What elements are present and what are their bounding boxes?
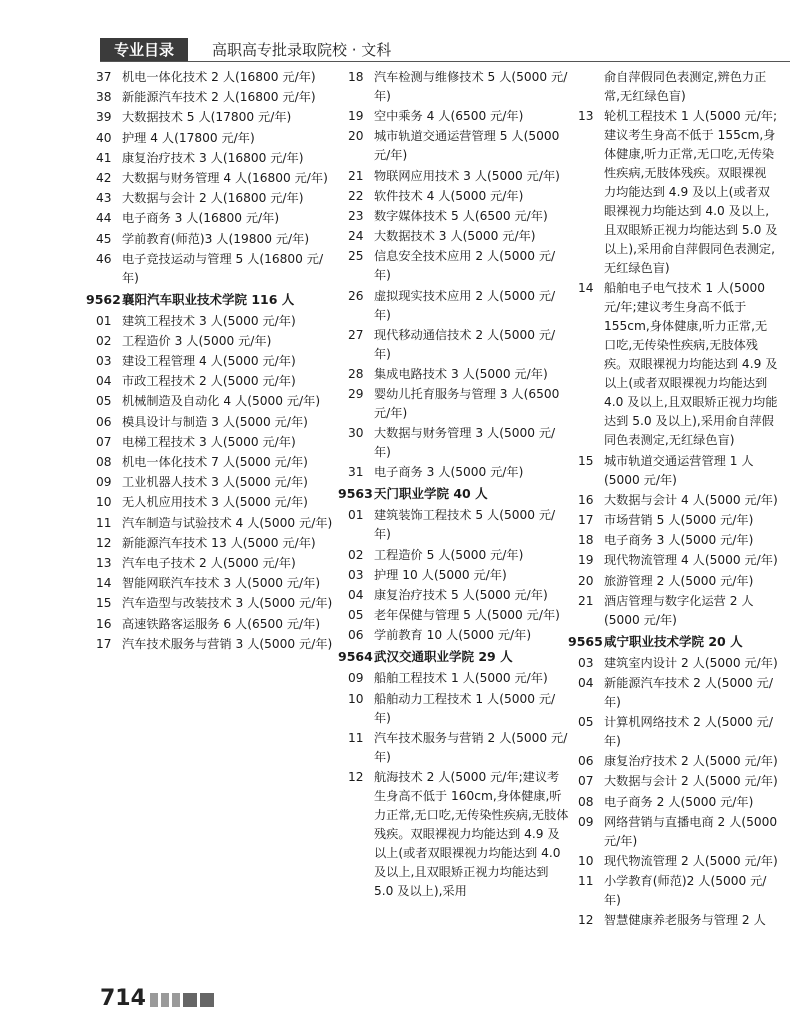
item-text: 建筑工程技术 3 人(5000 元/年) [122, 313, 296, 328]
list-item [568, 572, 778, 591]
item-number: 01 [348, 508, 364, 523]
list-item [568, 531, 778, 550]
item-number: 02 [96, 333, 112, 348]
list-item [568, 911, 778, 930]
school-code: 9564 [338, 649, 373, 665]
list-item [338, 506, 570, 544]
item-text: 电子竞技运动与管理 5 人(16800 元/年) [122, 251, 324, 285]
item-text: 学前教育 10 人(5000 元/年) [374, 628, 532, 643]
item-text: 酒店管理与数字化运营 2 人(5000 元/年) [604, 593, 754, 627]
list-item [568, 452, 778, 490]
list-item [338, 287, 570, 325]
item-number: 23 [348, 208, 364, 223]
item-number: 12 [96, 535, 112, 550]
list-item [338, 424, 570, 462]
item-number: 41 [96, 150, 112, 165]
item-number: 11 [96, 515, 112, 530]
item-number: 04 [348, 588, 364, 602]
item-number: 19 [348, 109, 364, 124]
list-item [338, 463, 570, 482]
item-number: 05 [578, 715, 594, 730]
item-text: 智能网联汽车技术 3 人(5000 元/年) [122, 576, 321, 591]
item-text: 智慧健康养老服务与管理 2 人 [604, 913, 766, 928]
list-item [86, 554, 336, 573]
item-text: 船舶工程技术 1 人(5000 元/年) [374, 671, 548, 686]
item-text: 工业机器人技术 3 人(5000 元/年) [122, 475, 308, 490]
item-text: 汽车电子技术 2 人(5000 元/年) [122, 555, 296, 570]
item-text: 电子商务 3 人(5000 元/年) [604, 533, 754, 548]
item-number: 24 [348, 229, 364, 244]
list-item [86, 473, 336, 492]
item-text: 市场营销 5 人(5000 元/年) [604, 512, 754, 527]
list-item [86, 635, 336, 654]
list-item [568, 813, 778, 851]
list-item [568, 511, 778, 530]
list-item [338, 207, 570, 226]
item-text: 航海技术 2 人(5000 元/年;建议考生身高不低于 160cm,身体健康,听力正常,无口吃,无传染性疾病,无肢体残疾。双眼裸视力均能达到 4.9 及以上(或者双眼裸视力均能达到 4.0 及以上,且双眼矫正视力均能达到 5.0 及以上),采用 [374, 769, 569, 898]
list-item [338, 566, 570, 585]
item-text: 电子商务 2 人(5000 元/年) [604, 794, 754, 809]
list-item [86, 209, 336, 228]
list-item [568, 592, 778, 630]
item-text: 现代移动通信技术 2 人(5000 元/年) [374, 327, 556, 361]
item-text: 康复治疗技术 3 人(16800 元/年) [122, 150, 304, 165]
list-item [86, 189, 336, 208]
item-text: 电子商务 3 人(5000 元/年) [374, 465, 524, 480]
item-text: 新能源汽车技术 2 人(5000 元/年) [604, 675, 773, 709]
item-number: 09 [96, 475, 112, 490]
item-text: 集成电路技术 3 人(5000 元/年) [374, 366, 548, 381]
item-number: 10 [348, 691, 364, 706]
school-code: 9562 [86, 291, 121, 307]
school-heading [86, 290, 336, 310]
list-item [338, 68, 570, 106]
item-text: 汽车检测与维修技术 5 人(5000 元/年) [374, 70, 568, 103]
list-item [86, 129, 336, 148]
list-item [86, 514, 336, 533]
item-text: 建筑装饰工程技术 5 人(5000 元/年) [374, 508, 556, 542]
list-item [86, 332, 336, 351]
item-text: 婴幼儿托育服务与管理 3 人(6500 元/年) [374, 387, 560, 421]
item-number: 20 [348, 129, 364, 144]
item-text: 电子商务 3 人(16800 元/年) [122, 211, 280, 226]
list-item [568, 713, 778, 751]
list-item [338, 107, 570, 126]
item-number: 11 [578, 874, 594, 889]
item-number: 19 [578, 553, 594, 568]
item-number: 44 [96, 211, 112, 226]
item-number: 40 [96, 130, 112, 145]
list-item [86, 413, 336, 432]
list-item [338, 729, 570, 767]
item-number: 04 [96, 374, 112, 389]
list-item [86, 433, 336, 452]
item-text: 空中乘务 4 人(6500 元/年) [374, 109, 524, 124]
school-name: 天门职业学院 40 人 [374, 486, 488, 502]
list-item [86, 352, 336, 371]
item-text: 汽车技术服务与营销 3 人(5000 元/年) [122, 636, 333, 651]
item-number: 10 [96, 495, 112, 510]
item-text: 机电一体化技术 2 人(16800 元/年) [122, 70, 316, 84]
item-number: 15 [578, 453, 594, 468]
item-number: 05 [96, 394, 112, 409]
item-number: 21 [578, 593, 594, 608]
list-item [86, 230, 336, 249]
list-item [338, 626, 570, 645]
item-number: 30 [348, 426, 364, 441]
item-text: 大数据技术 5 人(17800 元/年) [122, 110, 292, 125]
item-number: 05 [348, 608, 364, 623]
item-text: 物联网应用技术 3 人(5000 元/年) [374, 168, 560, 183]
item-text: 汽车造型与改装技术 3 人(5000 元/年) [122, 596, 333, 611]
item-text: 护理 4 人(17800 元/年) [122, 130, 255, 145]
school-heading [338, 647, 570, 667]
list-item [86, 534, 336, 553]
item-number: 43 [96, 191, 112, 206]
item-number: 31 [348, 465, 364, 480]
item-number: 38 [96, 90, 112, 105]
item-text: 建设工程管理 4 人(5000 元/年) [122, 354, 296, 369]
list-item [338, 365, 570, 384]
item-text: 大数据与财务管理 4 人(16800 元/年) [122, 170, 328, 185]
item-number: 20 [578, 573, 594, 588]
item-number: 06 [348, 628, 364, 643]
item-number: 17 [578, 512, 594, 527]
item-text: 大数据与会计 4 人(5000 元/年) [604, 492, 778, 507]
item-text: 电梯工程技术 3 人(5000 元/年) [122, 434, 296, 449]
item-number: 45 [96, 231, 112, 246]
item-number: 18 [578, 533, 594, 548]
item-text: 工程造价 5 人(5000 元/年) [374, 547, 524, 562]
item-number: 14 [96, 576, 112, 591]
school-code: 9563 [338, 486, 373, 502]
list-item [86, 594, 336, 613]
list-item [86, 493, 336, 512]
item-text: 网络营销与直播电商 2 人(5000 元/年) [604, 814, 778, 848]
item-number: 39 [96, 110, 112, 125]
list-item [568, 752, 778, 771]
item-text: 大数据与会计 2 人(16800 元/年) [122, 191, 304, 206]
item-number: 10 [578, 854, 594, 868]
list-item [86, 250, 336, 288]
item-number: 09 [348, 671, 364, 686]
item-text: 软件技术 4 人(5000 元/年) [374, 188, 524, 203]
list-item [338, 586, 570, 605]
item-number: 09 [578, 814, 594, 829]
list-item [568, 654, 778, 673]
item-number: 16 [96, 616, 112, 631]
item-text: 高速铁路客运服务 6 人(6500 元/年) [122, 616, 321, 631]
item-number: 25 [348, 249, 364, 264]
item-text: 老年保健与管理 5 人(5000 元/年) [374, 608, 560, 623]
column-2 [338, 68, 570, 902]
list-item [86, 149, 336, 168]
list-item [86, 68, 336, 87]
item-text: 康复治疗技术 2 人(5000 元/年) [604, 754, 778, 769]
item-text: 建筑室内设计 2 人(5000 元/年) [604, 655, 778, 670]
list-item [568, 279, 778, 450]
list-item [86, 453, 336, 472]
list-item [568, 872, 778, 910]
item-text: 城市轨道交通运营管理 5 人(5000 元/年) [374, 129, 560, 163]
item-number: 13 [96, 555, 112, 570]
item-number: 02 [348, 547, 364, 562]
item-number: 04 [578, 675, 594, 690]
item-text: 大数据与财务管理 3 人(5000 元/年) [374, 426, 556, 460]
item-number: 12 [578, 913, 594, 928]
item-number: 29 [348, 387, 364, 402]
school-name: 武汉交通职业学院 29 人 [374, 649, 513, 665]
item-text: 机械制造及自动化 4 人(5000 元/年) [122, 394, 321, 409]
school-code: 9565 [568, 633, 603, 649]
list-item [86, 615, 336, 634]
list-item [338, 227, 570, 246]
list-item [568, 491, 778, 510]
item-text: 船舶动力工程技术 1 人(5000 元/年) [374, 691, 556, 725]
item-number: 18 [348, 70, 364, 84]
item-text: 市政工程技术 2 人(5000 元/年) [122, 374, 296, 389]
list-item [86, 312, 336, 331]
item-number: 22 [348, 188, 364, 203]
item-text: 工程造价 3 人(5000 元/年) [122, 333, 272, 348]
list-item [568, 674, 778, 712]
school-name: 咸宁职业技术学院 20 人 [604, 633, 743, 649]
item-text: 汽车技术服务与营销 2 人(5000 元/年) [374, 730, 568, 764]
item-text: 新能源汽车技术 2 人(16800 元/年) [122, 90, 316, 105]
item-number: 15 [96, 596, 112, 611]
list-item [568, 772, 778, 791]
footer-decoration [150, 992, 217, 1006]
item-text: 护理 10 人(5000 元/年) [374, 567, 507, 582]
item-text: 现代物流管理 2 人(5000 元/年) [604, 854, 778, 868]
list-item [568, 551, 778, 570]
item-number: 28 [348, 366, 364, 381]
list-item [338, 690, 570, 728]
school-heading [338, 484, 570, 504]
item-text: 学前教育(师范)3 人(19800 元/年) [122, 231, 310, 246]
header-rule [100, 61, 790, 62]
list-item [338, 187, 570, 206]
item-text: 现代物流管理 4 人(5000 元/年) [604, 553, 778, 568]
item-number: 42 [96, 170, 112, 185]
item-text: 旅游管理 2 人(5000 元/年) [604, 573, 754, 588]
item-number: 37 [96, 70, 112, 84]
item-number: 27 [348, 327, 364, 342]
list-item [338, 167, 570, 186]
item-text: 汽车制造与试验技术 4 人(5000 元/年) [122, 515, 333, 530]
list-item [86, 88, 336, 107]
list-item [568, 852, 778, 871]
item-number: 03 [578, 655, 594, 670]
list-item [338, 606, 570, 625]
item-number: 06 [578, 754, 594, 769]
item-text: 数字媒体技术 5 人(6500 元/年) [374, 208, 548, 223]
list-item [86, 392, 336, 411]
list-item [568, 107, 778, 278]
item-number: 07 [96, 434, 112, 449]
list-item [86, 574, 336, 593]
item-number: 16 [578, 492, 594, 507]
list-item [568, 793, 778, 812]
item-number: 08 [96, 455, 112, 469]
list-item [338, 546, 570, 565]
page-header [100, 38, 790, 62]
list-item [338, 768, 570, 901]
school-name: 襄阳汽车职业技术学院 116 人 [122, 291, 295, 307]
list-item [338, 127, 570, 165]
item-number: 06 [96, 414, 112, 429]
item-text: 大数据与会计 2 人(5000 元/年) [604, 774, 778, 789]
item-text: 计算机网络技术 2 人(5000 元/年) [604, 715, 773, 749]
item-text: 小学教育(师范)2 人(5000 元/年) [604, 874, 767, 908]
item-number: 46 [96, 251, 112, 266]
item-text: 模具设计与制造 3 人(5000 元/年) [122, 414, 308, 429]
item-number: 17 [96, 636, 112, 651]
item-number: 21 [348, 168, 364, 183]
item-number: 14 [578, 281, 594, 296]
list-item [86, 372, 336, 391]
item-text: 机电一体化技术 7 人(5000 元/年) [122, 455, 308, 469]
item-text: 大数据技术 3 人(5000 元/年) [374, 229, 536, 244]
item-number: 03 [96, 354, 112, 369]
item-text: 信息安全技术应用 2 人(5000 元/年) [374, 249, 556, 283]
list-item [338, 326, 570, 364]
item-text: 无人机应用技术 3 人(5000 元/年) [122, 495, 308, 510]
item-number: 03 [348, 567, 364, 582]
list-item [338, 669, 570, 688]
column-1 [86, 68, 336, 655]
page-number: 714 [100, 986, 146, 1011]
item-text: 城市轨道交通运营管理 1 人(5000 元/年) [604, 453, 754, 487]
list-item [338, 385, 570, 423]
item-text: 康复治疗技术 5 人(5000 元/年) [374, 588, 548, 602]
item-number: 07 [578, 774, 594, 789]
column-3 [568, 68, 778, 932]
section-tag: 专业目录 [100, 38, 188, 62]
item-number: 12 [348, 769, 364, 784]
school-heading [568, 632, 778, 652]
item-number: 01 [96, 313, 112, 328]
item-text: 轮机工程技术 1 人(5000 元/年;建议考生身高不低于 155cm,身体健康,听力正常,无口吃,无传染性疾病,无肢体残疾。双眼裸视力均能达到 4.9 及以上(或者双眼裸视力均能达到 4.0 及以上,且双眼矫正视力均能达到 5.0 及以上),采用俞自萍假同色表测定,无红绿色盲) [604, 109, 778, 276]
item-number: 26 [348, 288, 364, 303]
item-number: 11 [348, 730, 364, 745]
item-text: 虚拟现实技术应用 2 人(5000 元/年) [374, 288, 556, 322]
item-number: 13 [578, 109, 594, 124]
list-item [338, 247, 570, 285]
item-text: 船舶电子电气技术 1 人(5000 元/年;建议考生身高不低于 155cm,身体健康,听力正常,无口吃,无传染性疾病,无肢体残疾。双眼裸视力均能达到 4.9 及以上(或者双眼裸视力均能达到 4.0 及以上,且双眼矫正视力均能达到 5.0 及以上),采用俞自萍假同色表测定,无红绿色盲) [604, 281, 778, 448]
item-text: 新能源汽车技术 13 人(5000 元/年) [122, 535, 316, 550]
list-item [86, 169, 336, 188]
list-item [86, 108, 336, 127]
item-number: 08 [578, 794, 594, 809]
section-subtitle: 高职高专批录取院校 · 文科 [212, 41, 392, 59]
list-item-continuation: 俞自萍假同色表测定,辨色力正常,无红绿色盲) [604, 70, 767, 103]
